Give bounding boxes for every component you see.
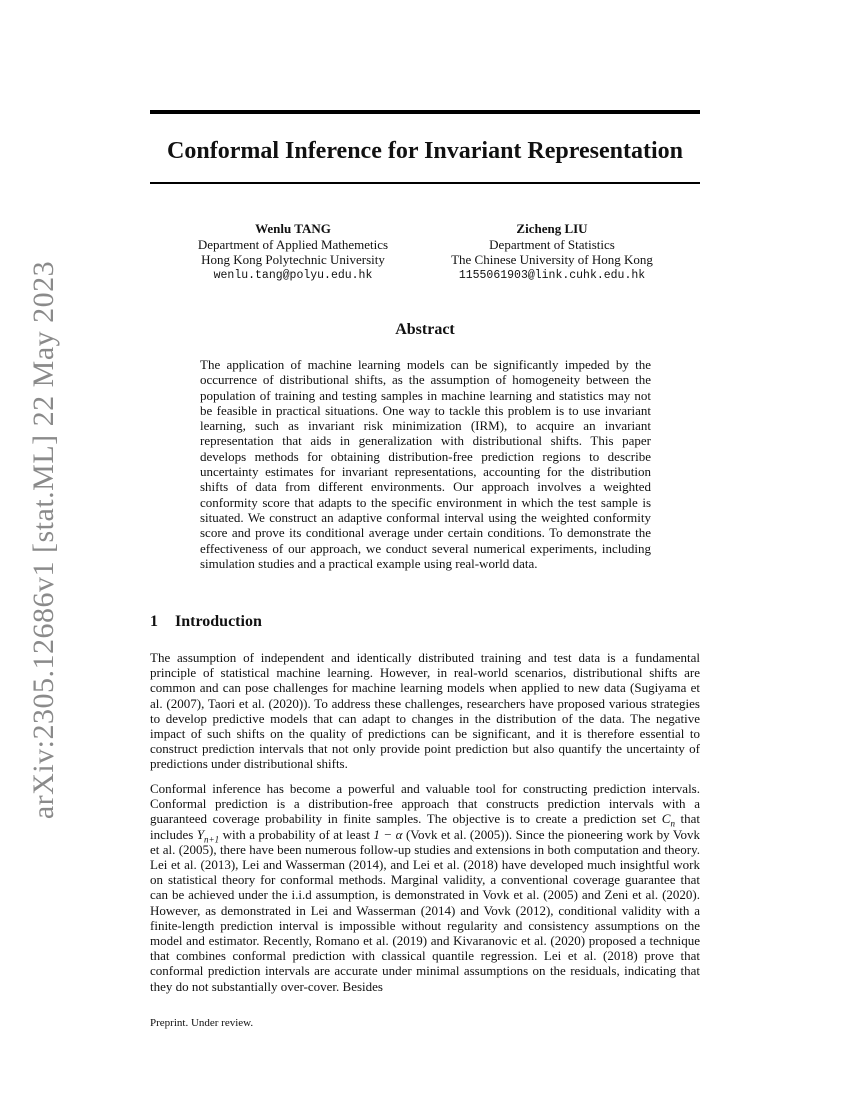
math-prediction-set bbox=[661, 811, 675, 829]
paragraph-text-segment: that includes bbox=[150, 811, 701, 842]
author-block-1 bbox=[180, 221, 406, 283]
math-subscript: n+1 bbox=[204, 834, 220, 845]
author-email[interactable]: wenlu.tang@polyu.edu.hk bbox=[213, 268, 373, 282]
title-top-rule bbox=[150, 110, 700, 114]
author-institution: The Chinese University of Hong Kong bbox=[451, 252, 653, 267]
section-number: 1 bbox=[150, 613, 158, 630]
math-subscript: n bbox=[670, 819, 675, 829]
intro-paragraph-2 bbox=[150, 781, 700, 994]
footer-note: Preprint. Under review. bbox=[150, 1017, 254, 1029]
paper-title: Conformal Inference for Invariant Representation bbox=[167, 138, 683, 164]
math-coverage-level: 1 − α bbox=[373, 826, 403, 842]
author-institution: Hong Kong Polytechnic University bbox=[201, 252, 385, 267]
author-email[interactable]: 1155061903@link.cuhk.edu.hk bbox=[458, 268, 646, 282]
math-base: C bbox=[661, 811, 671, 827]
math-response-variable bbox=[196, 826, 220, 845]
author-name: Zicheng LIU bbox=[516, 221, 588, 236]
intro-paragraph-1: The assumption of independent and identically distributed training and test data is a fundamental principle of statistical machine learning. However, in real-world scenarios, distributional shifts are common and can pose challenges for machine learning models when applied to new data (Sugiyama et al. (2007), Taori et al. (2020)). To address these challenges, researchers have proposed various strategies to develop predictive models that can adapt to changes in the distribution of the data. The negative impact of such shifts on the quality of predictions can be significant, and it is therefore essential to construct prediction intervals that not only provide point prediction but also quantify the uncertainty of predictions under distributional shifts. bbox=[150, 650, 700, 772]
paragraph-text-segment: with a probability of at least bbox=[222, 826, 370, 842]
abstract-heading: Abstract bbox=[395, 321, 455, 338]
title-bottom-rule bbox=[150, 182, 700, 184]
section-heading-introduction bbox=[150, 613, 700, 631]
abstract-text: The application of machine learning models can be significantly impeded by the occurrence of distributional shifts, as the assumption of homogeneity between the population of training and testing samples in machine learning and statistics may not be feasible in practical situations. One way to tackle this problem is to use invariant learning, such as invariant risk minimization (IRM), to acquire an invariant representation that aids in generalization with distributional shifts. This paper develops methods for obtaining distribution-free prediction regions to describe uncertainty estimates for invariant representations, accounting for the distribution shifts of data from different environments. Our approach involves a weighted conformity score that adapts to the specific environment in which the test sample is situated. We construct an adaptive conformal interval using the weighted conformity score and prove its conditional average under certain conditions. To demonstrate the effectiveness of our approach, we conduct several numerical experiments, including simulation studies and a practical example using real-world data. bbox=[200, 357, 651, 571]
section-title: Introduction bbox=[175, 613, 262, 630]
author-block-2 bbox=[432, 221, 672, 283]
paragraph-text-segment: (Vovk et al. (2005)). Since the pioneering work by Vovk et al. (2005), there have been numerous follow-up studies and extensions in both computation and theory. Lei et al. (2013), Lei and Wasserman (2014), and Lei et al. (2018) have developed much insightful work on statistical theory for conformal methods. Marginal validity, a conventional coverage guarantee that can be achieved under the i.i.d assumption, is demonstrated in Vovk et al. (2005) and Zeni et al. (2020). However, as demonstrated in Lei and Wasserman (2014) and Vovk (2012), conditional validity with a finite-length prediction interval is impossible without regularity and consistency assumptions on the model and estimator. Recently, Romano et al. (2019) and Kivaranovic et al. (2020) proposed a technique that combines conformal prediction with classical quantile regression. Lei et al. (2018) prove that conformal prediction intervals are accurate under minimal assumptions on the residuals, indicating that they do not substantially over-cover. Besides bbox=[150, 826, 701, 994]
author-name: Wenlu TANG bbox=[255, 221, 331, 236]
math-base: Y bbox=[196, 826, 205, 842]
paragraph-text-segment: Conformal inference has become a powerful and valuable tool for constructing prediction intervals. Conformal prediction is a distribution-free approach that constructs prediction intervals with a guaranteed coverage probability in finite samples. The objective is to create a prediction set bbox=[150, 781, 700, 827]
arxiv-identifier-stamp: arXiv:2305.12686v1 [stat.ML] 22 May 2023 bbox=[27, 260, 60, 820]
author-department: Department of Applied Mathemetics bbox=[197, 236, 389, 252]
author-department: Department of Statistics bbox=[489, 236, 615, 252]
